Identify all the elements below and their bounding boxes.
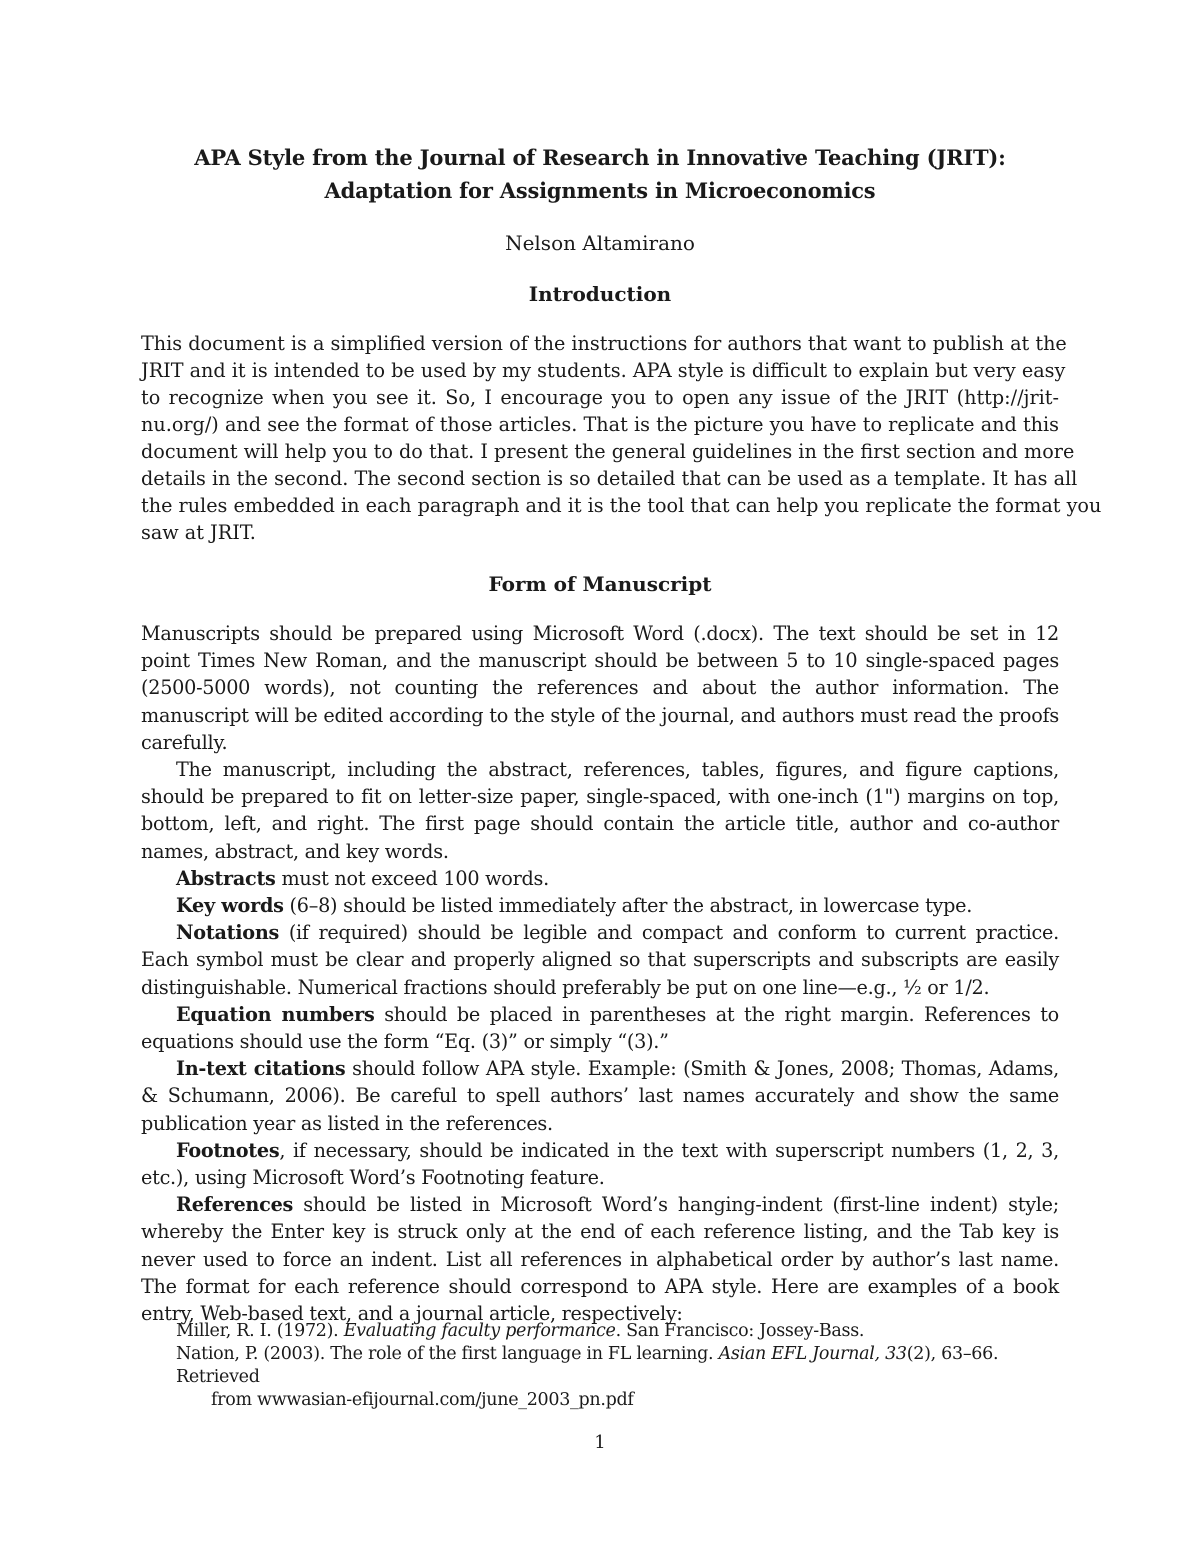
- intro-line: saw at JRIT.: [141, 521, 256, 544]
- citations-label: In-text citations: [176, 1057, 346, 1081]
- keywords-paragraph: [141, 892, 1059, 919]
- references-paragraph: [141, 1191, 1059, 1327]
- reference-pages: (2), 63–66. Retrieved: [176, 1344, 999, 1387]
- reference-journal: Asian EFL Journal, 33: [718, 1344, 907, 1364]
- introduction-section: [141, 330, 1102, 546]
- reference-url: from wwwasian-efijournal.com/june_2003_pn.pdf: [211, 1390, 634, 1410]
- abstracts-text: must not exceed 100 words.: [275, 866, 549, 890]
- manuscript-paragraph: Manuscripts should be prepared using Microsoft Word (.docx). The text should be set in 12 point Times New Roman, and the manuscript should be between 5 to 10 single-spaced pages (2500-5000 words), not counting the references and about the author information. The manuscript will be edited according to the style of the journal, and authors must read the proofs carefully.: [141, 622, 1059, 754]
- notations-text: (if required) should be legible and compact and conform to current practice. Each symbol must be clear and properly aligned so that superscripts and subscripts are easily distinguishable. Numerical fractions should preferably be put on one line—e.g., ½ or 1/2.: [141, 921, 1059, 999]
- layout-paragraph: The manuscript, including the abstract, references, tables, figures, and figure captions, should be prepared to fit on letter-size paper, single-spaced, with one-inch (1") margins on top, bottom, left, and right. The first page should contain the article title, author and co-author names, abstract, and key words.: [141, 758, 1059, 863]
- reference-book-title: Evaluating faculty performance: [343, 1321, 616, 1341]
- title-line-1: APA Style from the Journal of Research in Innovative Teaching (JRIT):: [194, 145, 1006, 170]
- introduction-heading: Introduction: [528, 282, 672, 306]
- reference-author-year: Miller, R. I. (1972).: [176, 1321, 344, 1341]
- intro-line: nu.org/) and see the format of those articles. That is the picture you have to replicate and this: [141, 413, 1059, 436]
- equation-numbers-text: should be placed in parentheses at the right margin. References to equations should use the form “Eq. (3)” or simply “(3).”: [141, 1002, 1059, 1054]
- reference-entry: [141, 1343, 1059, 1412]
- title-line-2: Adaptation for Assignments in Microeconomics: [324, 178, 876, 203]
- footnotes-label: Footnotes: [176, 1138, 280, 1162]
- form-of-manuscript-section: [141, 620, 1059, 1327]
- abstracts-label: Abstracts: [176, 866, 276, 890]
- equation-numbers-label: Equation numbers: [176, 1002, 375, 1026]
- keywords-text: (6–8) should be listed immediately after the abstract, in lowercase type.: [283, 894, 973, 918]
- document-title: [141, 141, 1059, 207]
- intro-line: This document is a simplified version of the instructions for authors that want to publish at the: [141, 332, 1067, 355]
- reference-entry: [141, 1320, 1059, 1343]
- intro-line: JRIT and it is intended to be used by my students. APA style is difficult to explain but very easy: [141, 359, 1066, 382]
- introduction-paragraph: [141, 330, 1102, 546]
- form-of-manuscript-heading: Form of Manuscript: [488, 572, 712, 596]
- references-label: References: [176, 1193, 294, 1217]
- abstracts-paragraph: [141, 865, 1059, 892]
- citations-text: should follow APA style. Example: (Smith & Jones, 2008; Thomas, Adams, & Schumann, 2006). Be careful to spell authors’ last names accurately and show the same publication year as listed in the references.: [141, 1057, 1060, 1135]
- equation-numbers-paragraph: [141, 1001, 1059, 1055]
- intro-line: document will help you to do that. I present the general guidelines in the first section and more: [141, 440, 1075, 463]
- notations-paragraph: [141, 919, 1059, 1001]
- reference-author-title: Nation, P. (2003). The role of the first language in FL learning.: [176, 1344, 719, 1364]
- reference-publisher: . San Francisco: Jossey-Bass.: [615, 1321, 865, 1341]
- author-name: Nelson Altamirano: [505, 231, 695, 255]
- footnotes-paragraph: [141, 1137, 1059, 1191]
- footnotes-text: , if necessary, should be indicated in the text with superscript numbers (1, 2, 3, etc.), using Microsoft Word’s Footnoting feature.: [141, 1138, 1059, 1190]
- page-number: 1: [594, 1432, 606, 1453]
- intro-line: the rules embedded in each paragraph and it is the tool that can help you replicate the format you: [141, 494, 1102, 517]
- notations-label: Notations: [176, 921, 280, 945]
- intro-line: details in the second. The second section is so detailed that can be used as a template. It has all: [141, 467, 1078, 490]
- reference-examples: [141, 1320, 1059, 1412]
- references-text: should be listed in Microsoft Word’s hanging-indent (first-line indent) style; whereby the Enter key is struck only at the end of each reference listing, and the Tab key is never used to force an indent. List all references in alphabetical order by author’s last name. The format for each reference should correspond to APA style. Here are examples of a book entry, Web-based text, and a journal article, respectively:: [141, 1193, 1059, 1326]
- citations-paragraph: [141, 1055, 1059, 1137]
- intro-line: to recognize when you see it. So, I encourage you to open any issue of the JRIT (http://jrit-: [141, 386, 1059, 409]
- keywords-label: Key words: [176, 894, 284, 918]
